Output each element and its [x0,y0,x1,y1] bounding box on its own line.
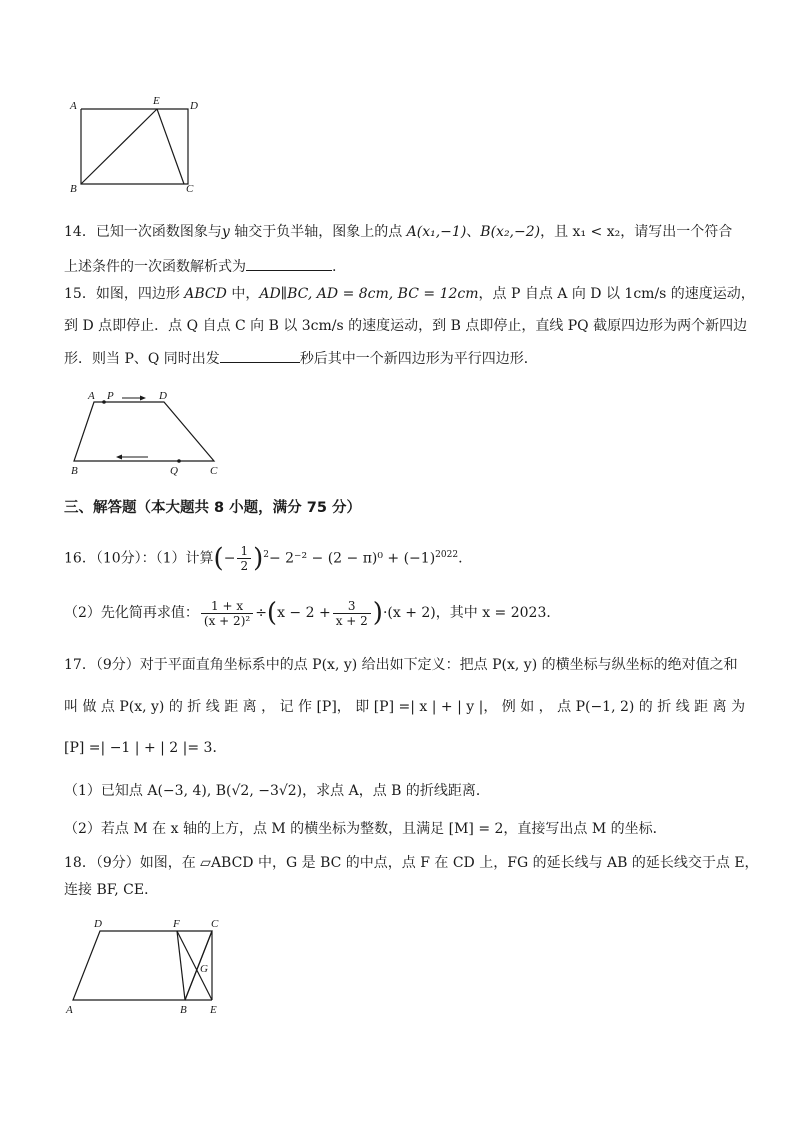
q15-line3 [64,348,538,369]
q18-line1-text: 18．（9分）如图，在 ▱ABCD 中，G 是 BC 的中点，点 F 在 CD 上，FG 的延长线与 AB 的延长线交于点 E， [64,855,759,871]
label-F: F [173,918,180,930]
label-A: A [88,390,95,402]
q14-end: . [332,259,337,275]
q15-line3-b: 秒后其中一个新四边形为平行四边形． [299,351,538,367]
label-C: C [210,465,218,477]
label-G: G [200,963,208,975]
q16-expression: − 2⁻² − (2 − π)⁰ + (−1) [268,550,436,567]
q14-sep: 、 [466,224,481,240]
q17-part2 [64,819,667,839]
q17-line2 [64,697,745,717]
label-D: D [159,390,167,402]
q17-part1-text: （1）已知点 A(−3, 4), B(√2, −3√2)，求点 A，点 B 的折线距离． [64,783,490,799]
q16-prefix: 16．（10分）：（1）计算 [64,550,214,567]
q14-line2 [64,256,336,277]
q14-line1 [64,222,732,242]
q17-part2-text: （2）若点 M 在 x 轴的上方，点 M 的横坐标为整数，且满足 [M] = 2，直接写出点 M 的坐标． [64,821,667,837]
q17-line3-text: [P] =| −1 | + | 2 |= 3． [64,740,227,756]
q14-y: y [221,224,230,240]
label-A: A [66,1004,73,1016]
label-A: A [70,100,77,112]
q14-text: 14．已知一次函数图象与 [64,224,222,240]
q15-line3-a: 形．则当 P、Q 同时出发 [64,351,220,367]
q15-line2-text: 到 D 点即停止．点 Q 自点 C 向 B 以 3cm/s 的速度运动，到 B 点即停止，直线 PQ 截原四边形为两个新四边 [64,318,748,334]
figure-rectangle-abcd [64,92,204,196]
section-heading [64,498,361,518]
label-B: B [180,1004,187,1016]
q14-line2-text: 上述条件的一次函数解析式为 [64,259,246,275]
q16-exponent: 2022 [435,550,459,560]
q16-part2: （2）先化简再求值： $\frac{1 + x}{\text{(x + 2)²}}$ ÷(x − 2 + $\frac{3}{x + 2}$ )·(x + 2)，其中 x = 2023． [64,598,561,628]
q17-line1-text: 17．（9分）对于平面直角坐标系中的点 P(x, y) 给出如下定义：把点 P(x, y) 的横坐标与纵坐标的绝对值之和 [64,657,738,673]
q16-part1: 16．（10分）：（1）计算(− $\frac{1}{2}$ )$^2- 2^{-2} - (2 - \pi)^0 + (-1)^{2022}$. [64,543,463,574]
q15-text-c: 中， [231,286,260,302]
answer-blank[interactable] [246,256,332,271]
q16-end: . [458,550,463,567]
q17-part1 [64,781,490,801]
q14-condition: ，且 x₁ < x₂，请写出一个符合 [540,224,733,240]
divide-sign: ÷ [255,605,267,621]
q16-part2-prefix: （2）先化简再求值： [64,605,199,621]
figure-trapezoid-abcd [64,384,234,478]
q15-conditions: AD∥BC, AD = 8cm, BC = 12cm [259,286,479,302]
q15-line2 [64,316,747,336]
q16-mid: x − 2 + [277,605,331,621]
q18-line1 [64,853,759,873]
q16-part2-rest: ·(x + 2)，其中 x = 2023． [382,605,561,621]
q14-point-a: A(x₁,−1) [406,224,467,240]
fraction-2: $\frac{3}{x + 2}$ [333,599,371,628]
section-title: 三、解答题（本大题共 8 小题，满分 75 分） [64,500,361,516]
q17-line3 [64,738,226,758]
label-D: D [94,918,102,930]
label-E: E [153,95,160,107]
label-Q: Q [170,465,178,477]
q14-mid: 轴交于负半轴，图象上的点 [229,224,407,240]
label-P: P [107,390,114,402]
answer-blank[interactable] [220,348,300,363]
q15-abcd: ABCD [179,286,232,302]
q15-line1 [64,284,755,304]
q18-line2-text: 连接 BF, CE． [64,882,159,898]
fraction-one-half: $\frac{1}{2}$ [237,544,251,573]
q15-text-e: ，点 P 自点 A 向 D 以 1cm/s 的速度运动， [478,286,755,302]
label-B: B [70,183,77,195]
q15-text-a: 15．如图，四边形 [64,286,180,302]
label-D: D [190,100,198,112]
label-C: C [211,918,219,930]
label-B: B [71,465,78,477]
label-C: C [186,183,194,195]
label-E: E [210,1004,217,1016]
q17-line1 [64,655,738,675]
figure-parallelogram-abcd [62,915,232,1020]
q18-line2 [64,880,158,900]
q14-point-b: B(x₂,−2) [480,224,541,240]
q17-line2-text: 叫 做 点 P(x, y) 的 折 线 距 离 ， 记 作 [P]， 即 [P] =| x | + | y |， 例 如 ， 点 P(−1, 2) 的 折 线 距 离 为 [64,699,746,715]
fraction-1: $\frac{1 + x}{\text{(x + 2)²}}$ [201,599,253,628]
